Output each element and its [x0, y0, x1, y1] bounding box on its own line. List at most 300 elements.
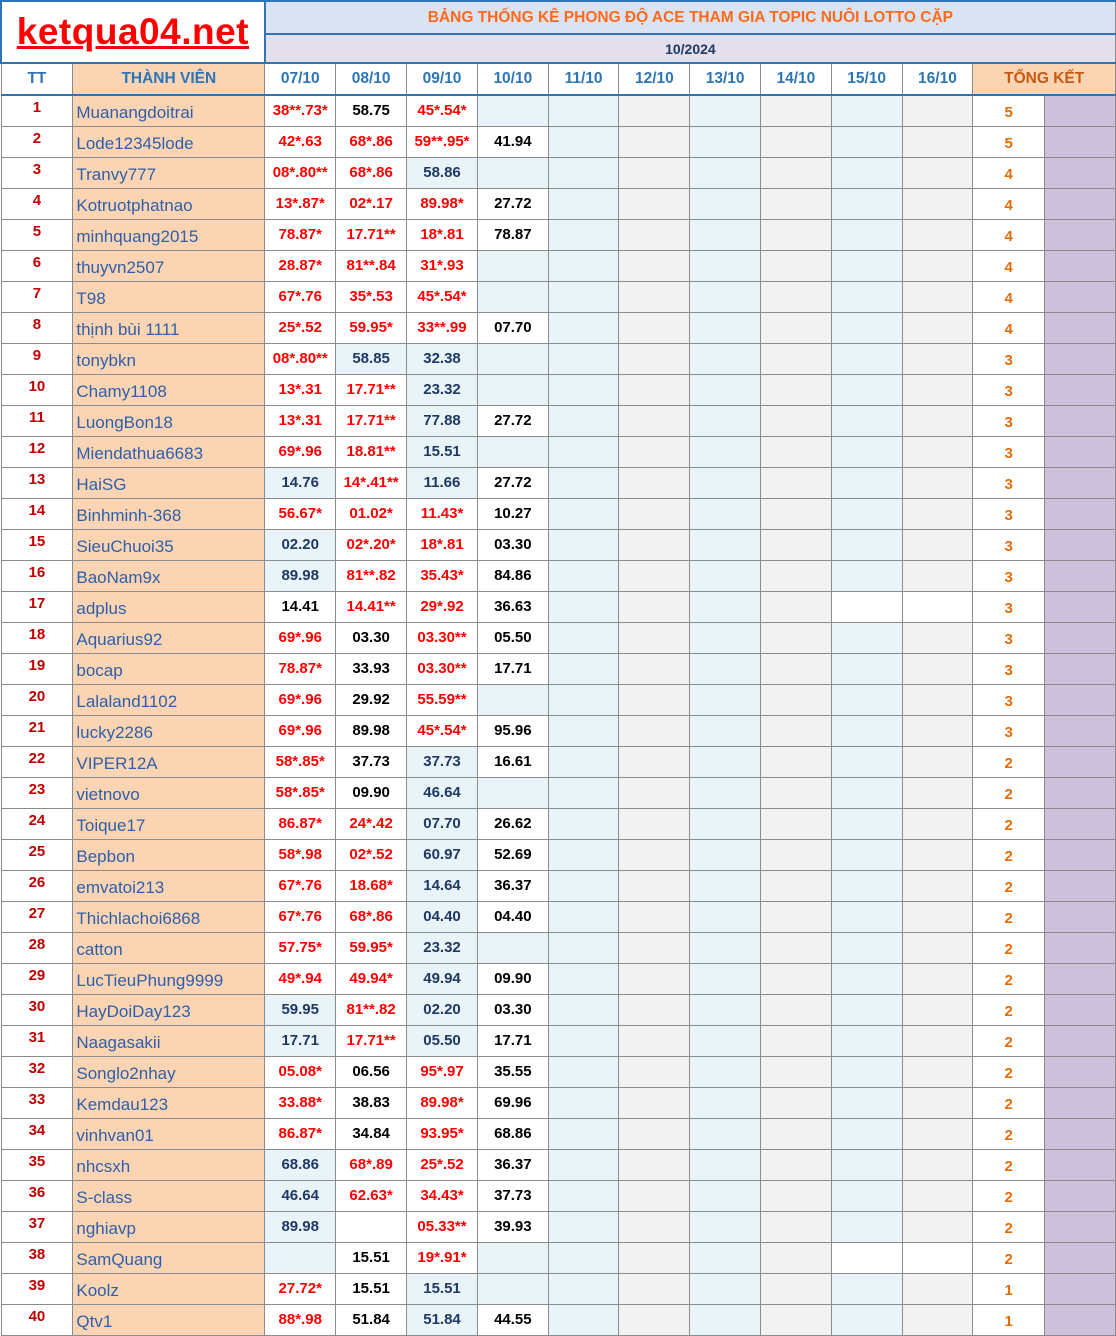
- total-count: 3: [973, 560, 1045, 591]
- member-name[interactable]: HaiSG: [73, 467, 265, 498]
- day-10-value: [902, 1273, 973, 1304]
- day-10-value: [902, 684, 973, 715]
- table-row: [1, 560, 1116, 591]
- day-1-value: 25*.52: [265, 312, 336, 343]
- total-count: 3: [973, 653, 1045, 684]
- row-number: 19: [1, 653, 73, 684]
- day-4-value: 41.94: [477, 126, 548, 157]
- day-8-value: [761, 653, 832, 684]
- total-shade: [1045, 715, 1116, 746]
- member-name[interactable]: Aquarius92: [73, 622, 265, 653]
- col-header-date-10: 16/10: [902, 63, 973, 95]
- day-7-value: [690, 1087, 761, 1118]
- day-3-value: 03.30**: [407, 622, 478, 653]
- day-2-value: 33.93: [336, 653, 407, 684]
- day-8-value: [761, 436, 832, 467]
- day-2-value: 02*.20*: [336, 529, 407, 560]
- day-5-value: [548, 901, 619, 932]
- table-row: [1, 715, 1116, 746]
- day-10-value: [902, 1118, 973, 1149]
- row-number: 10: [1, 374, 73, 405]
- day-6-value: [619, 95, 690, 126]
- day-4-value: [477, 281, 548, 312]
- sheet-title: BẢNG THỐNG KÊ PHONG ĐỘ ACE THAM GIA TOPIC NUÔI LOTTO CẶP: [265, 1, 1116, 34]
- day-2-value: 14*.41**: [336, 467, 407, 498]
- day-7-value: [690, 1056, 761, 1087]
- table-row: [1, 188, 1116, 219]
- day-2-value: 17.71**: [336, 219, 407, 250]
- member-name[interactable]: SamQuang: [73, 1242, 265, 1273]
- member-name[interactable]: vinhvan01: [73, 1118, 265, 1149]
- day-3-value: 37.73: [407, 746, 478, 777]
- day-1-value: 78.87*: [265, 219, 336, 250]
- member-name[interactable]: thuyvn2507: [73, 250, 265, 281]
- table-row: [1, 591, 1116, 622]
- total-shade: [1045, 219, 1116, 250]
- day-9-value: [831, 777, 902, 808]
- day-7-value: [690, 622, 761, 653]
- day-9-value: [831, 405, 902, 436]
- row-number: 8: [1, 312, 73, 343]
- day-6-value: [619, 312, 690, 343]
- day-10-value: [902, 932, 973, 963]
- day-5-value: [548, 591, 619, 622]
- day-5-value: [548, 1180, 619, 1211]
- total-count: 5: [973, 95, 1045, 126]
- col-header-tt: TT: [1, 63, 73, 95]
- day-5-value: [548, 994, 619, 1025]
- row-number: 31: [1, 1025, 73, 1056]
- member-name[interactable]: lucky2286: [73, 715, 265, 746]
- day-8-value: [761, 312, 832, 343]
- day-6-value: [619, 219, 690, 250]
- day-6-value: [619, 777, 690, 808]
- row-number: 20: [1, 684, 73, 715]
- row-number: 9: [1, 343, 73, 374]
- day-3-value: 15.51: [407, 1273, 478, 1304]
- row-number: 13: [1, 467, 73, 498]
- total-shade: [1045, 1180, 1116, 1211]
- day-4-value: [477, 343, 548, 374]
- total-shade: [1045, 1211, 1116, 1242]
- day-5-value: [548, 1149, 619, 1180]
- total-count: 2: [973, 1056, 1045, 1087]
- table-row: [1, 963, 1116, 994]
- day-6-value: [619, 932, 690, 963]
- day-8-value: [761, 126, 832, 157]
- day-7-value: [690, 1180, 761, 1211]
- member-name[interactable]: bocap: [73, 653, 265, 684]
- day-1-value: 13*.31: [265, 405, 336, 436]
- day-5-value: [548, 1025, 619, 1056]
- total-count: 3: [973, 715, 1045, 746]
- day-7-value: [690, 374, 761, 405]
- member-name[interactable]: Qtv1: [73, 1304, 265, 1335]
- day-3-value: 95*.97: [407, 1056, 478, 1087]
- day-1-value: 58*.98: [265, 839, 336, 870]
- day-4-value: 26.62: [477, 808, 548, 839]
- day-4-value: 36.37: [477, 1149, 548, 1180]
- total-count: 2: [973, 1087, 1045, 1118]
- total-count: 2: [973, 839, 1045, 870]
- member-name[interactable]: S-class: [73, 1180, 265, 1211]
- day-9-value: [831, 715, 902, 746]
- total-count: 2: [973, 1180, 1045, 1211]
- total-shade: [1045, 994, 1116, 1025]
- day-9-value: [831, 808, 902, 839]
- total-count: 4: [973, 281, 1045, 312]
- day-4-value: 78.87: [477, 219, 548, 250]
- day-6-value: [619, 808, 690, 839]
- total-count: 3: [973, 374, 1045, 405]
- day-1-value: 67*.76: [265, 281, 336, 312]
- day-5-value: [548, 126, 619, 157]
- day-8-value: [761, 839, 832, 870]
- day-3-value: 29*.92: [407, 591, 478, 622]
- day-5-value: [548, 405, 619, 436]
- day-2-value: 35*.53: [336, 281, 407, 312]
- day-7-value: [690, 901, 761, 932]
- day-7-value: [690, 126, 761, 157]
- row-number: 1: [1, 95, 73, 126]
- day-6-value: [619, 405, 690, 436]
- day-5-value: [548, 467, 619, 498]
- member-name[interactable]: emvatoi213: [73, 870, 265, 901]
- day-6-value: [619, 498, 690, 529]
- day-2-value: 81**.82: [336, 994, 407, 1025]
- day-7-value: [690, 653, 761, 684]
- day-4-value: 52.69: [477, 839, 548, 870]
- day-10-value: [902, 808, 973, 839]
- total-shade: [1045, 529, 1116, 560]
- day-2-value: 38.83: [336, 1087, 407, 1118]
- member-name[interactable]: minhquang2015: [73, 219, 265, 250]
- table-row: [1, 467, 1116, 498]
- day-6-value: [619, 1304, 690, 1335]
- day-4-value: [477, 1273, 548, 1304]
- total-shade: [1045, 405, 1116, 436]
- table-row: [1, 529, 1116, 560]
- day-10-value: [902, 560, 973, 591]
- member-name[interactable]: thịnh bùi 1111: [73, 312, 265, 343]
- day-10-value: [902, 777, 973, 808]
- table-row: [1, 374, 1116, 405]
- row-number: 14: [1, 498, 73, 529]
- total-shade: [1045, 126, 1116, 157]
- total-shade: [1045, 1273, 1116, 1304]
- day-9-value: [831, 188, 902, 219]
- col-header-date-5: 11/10: [548, 63, 619, 95]
- day-5-value: [548, 839, 619, 870]
- member-name[interactable]: BaoNam9x: [73, 560, 265, 591]
- day-8-value: [761, 684, 832, 715]
- day-7-value: [690, 1149, 761, 1180]
- total-shade: [1045, 343, 1116, 374]
- row-number: 24: [1, 808, 73, 839]
- member-name[interactable]: Bepbon: [73, 839, 265, 870]
- day-4-value: 03.30: [477, 994, 548, 1025]
- table-row: [1, 1211, 1116, 1242]
- day-9-value: [831, 529, 902, 560]
- table-row: [1, 95, 1116, 126]
- day-2-value: 51.84: [336, 1304, 407, 1335]
- day-4-value: 84.86: [477, 560, 548, 591]
- col-header-date-1: 07/10: [265, 63, 336, 95]
- total-count: 4: [973, 312, 1045, 343]
- day-6-value: [619, 250, 690, 281]
- col-header-date-8: 14/10: [761, 63, 832, 95]
- day-4-value: 36.37: [477, 870, 548, 901]
- day-4-value: 09.90: [477, 963, 548, 994]
- day-1-value: 17.71: [265, 1025, 336, 1056]
- day-1-value: 46.64: [265, 1180, 336, 1211]
- day-6-value: [619, 591, 690, 622]
- day-6-value: [619, 1273, 690, 1304]
- day-5-value: [548, 560, 619, 591]
- day-2-value: 59.95*: [336, 312, 407, 343]
- day-6-value: [619, 746, 690, 777]
- site-logo[interactable]: ketqua04.net: [16, 11, 249, 52]
- day-8-value: [761, 715, 832, 746]
- row-number: 34: [1, 1118, 73, 1149]
- day-2-value: 18.68*: [336, 870, 407, 901]
- total-shade: [1045, 622, 1116, 653]
- member-name[interactable]: Koolz: [73, 1273, 265, 1304]
- member-name[interactable]: VIPER12A: [73, 746, 265, 777]
- total-count: 5: [973, 126, 1045, 157]
- day-1-value: 59.95: [265, 994, 336, 1025]
- day-5-value: [548, 932, 619, 963]
- total-shade: [1045, 963, 1116, 994]
- member-name[interactable]: catton: [73, 932, 265, 963]
- member-name[interactable]: Thichlachoi6868: [73, 901, 265, 932]
- total-count: 2: [973, 963, 1045, 994]
- day-4-value: 17.71: [477, 1025, 548, 1056]
- row-number: 23: [1, 777, 73, 808]
- member-name[interactable]: Miendathua6683: [73, 436, 265, 467]
- day-2-value: 81**.84: [336, 250, 407, 281]
- day-10-value: [902, 529, 973, 560]
- day-1-value: 88*.98: [265, 1304, 336, 1335]
- day-8-value: [761, 1211, 832, 1242]
- member-name[interactable]: vietnovo: [73, 777, 265, 808]
- day-6-value: [619, 715, 690, 746]
- member-name[interactable]: nghiavp: [73, 1211, 265, 1242]
- total-shade: [1045, 1242, 1116, 1273]
- day-7-value: [690, 1242, 761, 1273]
- day-5-value: [548, 498, 619, 529]
- row-number: 5: [1, 219, 73, 250]
- day-9-value: [831, 870, 902, 901]
- day-10-value: [902, 95, 973, 126]
- day-5-value: [548, 219, 619, 250]
- total-shade: [1045, 839, 1116, 870]
- member-name[interactable]: Lode12345lode: [73, 126, 265, 157]
- day-10-value: [902, 1149, 973, 1180]
- day-4-value: [477, 436, 548, 467]
- table-row: [1, 932, 1116, 963]
- day-4-value: 16.61: [477, 746, 548, 777]
- total-count: 4: [973, 250, 1045, 281]
- day-1-value: 08*.80**: [265, 157, 336, 188]
- day-2-value: 49.94*: [336, 963, 407, 994]
- total-count: 2: [973, 932, 1045, 963]
- day-5-value: [548, 870, 619, 901]
- table-row: [1, 1180, 1116, 1211]
- day-6-value: [619, 188, 690, 219]
- member-name[interactable]: Kemdau123: [73, 1087, 265, 1118]
- total-shade: [1045, 1087, 1116, 1118]
- day-6-value: [619, 963, 690, 994]
- member-name[interactable]: Toique17: [73, 808, 265, 839]
- day-2-value: 02*.52: [336, 839, 407, 870]
- day-5-value: [548, 1304, 619, 1335]
- row-number: 28: [1, 932, 73, 963]
- table-row: [1, 994, 1116, 1025]
- day-10-value: [902, 281, 973, 312]
- day-4-value: 37.73: [477, 1180, 548, 1211]
- member-name[interactable]: Binhminh-368: [73, 498, 265, 529]
- day-3-value: 89.98*: [407, 1087, 478, 1118]
- day-2-value: 58.75: [336, 95, 407, 126]
- total-shade: [1045, 95, 1116, 126]
- day-7-value: [690, 963, 761, 994]
- day-3-value: 02.20: [407, 994, 478, 1025]
- day-2-value: 58.85: [336, 343, 407, 374]
- total-count: 2: [973, 808, 1045, 839]
- day-2-value: 18.81**: [336, 436, 407, 467]
- day-7-value: [690, 405, 761, 436]
- day-8-value: [761, 746, 832, 777]
- day-2-value: 09.90: [336, 777, 407, 808]
- day-5-value: [548, 715, 619, 746]
- member-name[interactable]: Lalaland1102: [73, 684, 265, 715]
- member-name[interactable]: SieuChuoi35: [73, 529, 265, 560]
- day-2-value: 89.98: [336, 715, 407, 746]
- day-9-value: [831, 839, 902, 870]
- day-3-value: 23.32: [407, 374, 478, 405]
- day-3-value: 35.43*: [407, 560, 478, 591]
- day-1-value: 05.08*: [265, 1056, 336, 1087]
- member-name[interactable]: tonybkn: [73, 343, 265, 374]
- day-5-value: [548, 1118, 619, 1149]
- total-shade: [1045, 1149, 1116, 1180]
- day-2-value: 37.73: [336, 746, 407, 777]
- table-row: [1, 1087, 1116, 1118]
- member-name[interactable]: Chamy1108: [73, 374, 265, 405]
- day-3-value: 32.38: [407, 343, 478, 374]
- member-name[interactable]: LuongBon18: [73, 405, 265, 436]
- day-8-value: [761, 932, 832, 963]
- member-name[interactable]: adplus: [73, 591, 265, 622]
- day-6-value: [619, 157, 690, 188]
- day-6-value: [619, 343, 690, 374]
- day-1-value: 69*.96: [265, 684, 336, 715]
- day-8-value: [761, 994, 832, 1025]
- table-row: [1, 405, 1116, 436]
- day-8-value: [761, 1273, 832, 1304]
- day-8-value: [761, 1025, 832, 1056]
- day-2-value: 06.56: [336, 1056, 407, 1087]
- day-3-value: 19*.91*: [407, 1242, 478, 1273]
- total-count: 2: [973, 1025, 1045, 1056]
- day-2-value: 14.41**: [336, 591, 407, 622]
- day-4-value: 04.40: [477, 901, 548, 932]
- day-9-value: [831, 374, 902, 405]
- day-9-value: [831, 622, 902, 653]
- member-name[interactable]: HayDoiDay123: [73, 994, 265, 1025]
- day-7-value: [690, 932, 761, 963]
- member-name[interactable]: Naagasakii: [73, 1025, 265, 1056]
- day-5-value: [548, 436, 619, 467]
- member-name[interactable]: T98: [73, 281, 265, 312]
- col-header-date-6: 12/10: [619, 63, 690, 95]
- day-7-value: [690, 1273, 761, 1304]
- day-6-value: [619, 653, 690, 684]
- row-number: 18: [1, 622, 73, 653]
- day-3-value: 45*.54*: [407, 281, 478, 312]
- day-8-value: [761, 1056, 832, 1087]
- day-4-value: 35.55: [477, 1056, 548, 1087]
- day-7-value: [690, 343, 761, 374]
- day-1-value: 69*.96: [265, 622, 336, 653]
- total-shade: [1045, 591, 1116, 622]
- day-7-value: [690, 560, 761, 591]
- day-1-value: 89.98: [265, 560, 336, 591]
- day-8-value: [761, 219, 832, 250]
- table-row: [1, 808, 1116, 839]
- day-2-value: 68*.86: [336, 126, 407, 157]
- day-5-value: [548, 250, 619, 281]
- total-count: 1: [973, 1273, 1045, 1304]
- day-8-value: [761, 870, 832, 901]
- day-1-value: 27.72*: [265, 1273, 336, 1304]
- day-7-value: [690, 870, 761, 901]
- day-4-value: 10.27: [477, 498, 548, 529]
- day-7-value: [690, 994, 761, 1025]
- total-count: 2: [973, 1149, 1045, 1180]
- day-10-value: [902, 1056, 973, 1087]
- day-9-value: [831, 436, 902, 467]
- total-shade: [1045, 498, 1116, 529]
- day-2-value: 15.51: [336, 1273, 407, 1304]
- member-name[interactable]: LucTieuPhung9999: [73, 963, 265, 994]
- day-3-value: 04.40: [407, 901, 478, 932]
- day-3-value: 11.66: [407, 467, 478, 498]
- day-10-value: [902, 188, 973, 219]
- day-5-value: [548, 374, 619, 405]
- day-9-value: [831, 746, 902, 777]
- day-8-value: [761, 1304, 832, 1335]
- total-shade: [1045, 684, 1116, 715]
- member-name[interactable]: nhcsxh: [73, 1149, 265, 1180]
- total-shade: [1045, 1118, 1116, 1149]
- table-row: [1, 870, 1116, 901]
- day-3-value: 58.86: [407, 157, 478, 188]
- day-1-value: 69*.96: [265, 436, 336, 467]
- day-6-value: [619, 994, 690, 1025]
- member-name[interactable]: Muanangdoitrai: [73, 95, 265, 126]
- member-name[interactable]: Kotruotphatnao: [73, 188, 265, 219]
- total-count: 1: [973, 1304, 1045, 1335]
- day-7-value: [690, 808, 761, 839]
- table-row: [1, 436, 1116, 467]
- table-row: [1, 312, 1116, 343]
- member-name[interactable]: Tranvy777: [73, 157, 265, 188]
- member-name[interactable]: Songlo2nhay: [73, 1056, 265, 1087]
- day-5-value: [548, 746, 619, 777]
- day-4-value: 03.30: [477, 529, 548, 560]
